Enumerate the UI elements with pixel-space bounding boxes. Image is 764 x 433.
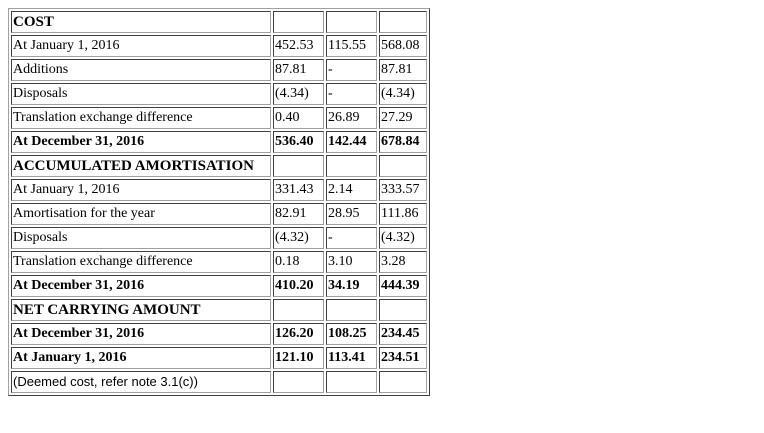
value-cell: (4.34) [273, 83, 324, 105]
table-row [11, 35, 427, 57]
table-body [11, 11, 427, 393]
value-cell: 331.43 [273, 179, 324, 201]
row-label: At January 1, 2016 [11, 35, 271, 57]
value-cell: 27.29 [379, 107, 427, 129]
row-label: Disposals [11, 227, 271, 249]
value-cell: - [326, 227, 377, 249]
value-cell [326, 155, 377, 177]
value-cell: 26.89 [326, 107, 377, 129]
row-label: At January 1, 2016 [11, 347, 271, 369]
value-cell [273, 155, 324, 177]
intangible-assets-table [8, 8, 430, 396]
value-cell: 126.20 [273, 323, 324, 345]
value-cell: 2.14 [326, 179, 377, 201]
table-row [11, 227, 427, 249]
value-cell: - [326, 59, 377, 81]
row-label: Amortisation for the year [11, 203, 271, 225]
section-heading: NET CARRYING AMOUNT [11, 299, 271, 321]
value-cell: (4.34) [379, 83, 427, 105]
row-label: Additions [11, 59, 271, 81]
value-cell: 536.40 [273, 131, 324, 153]
value-cell: 0.18 [273, 251, 324, 273]
section-heading: ACCUMULATED AMORTISATION [11, 155, 271, 177]
table-row [11, 275, 427, 297]
value-cell: 3.10 [326, 251, 377, 273]
table-row [11, 299, 427, 321]
value-cell [273, 299, 324, 321]
table-row [11, 59, 427, 81]
value-cell [273, 11, 324, 33]
value-cell [326, 11, 377, 33]
value-cell: - [326, 83, 377, 105]
value-cell: (4.32) [379, 227, 427, 249]
value-cell [379, 299, 427, 321]
value-cell [273, 371, 324, 393]
value-cell: 234.51 [379, 347, 427, 369]
value-cell: 234.45 [379, 323, 427, 345]
value-cell: 0.40 [273, 107, 324, 129]
value-cell: 87.81 [379, 59, 427, 81]
row-label: At January 1, 2016 [11, 179, 271, 201]
value-cell: 111.86 [379, 203, 427, 225]
row-label: Translation exchange difference [11, 251, 271, 273]
value-cell: 121.10 [273, 347, 324, 369]
table-row [11, 179, 427, 201]
value-cell: 87.81 [273, 59, 324, 81]
value-cell [326, 371, 377, 393]
value-cell: 113.41 [326, 347, 377, 369]
value-cell: 333.57 [379, 179, 427, 201]
value-cell [379, 371, 427, 393]
value-cell: 108.25 [326, 323, 377, 345]
value-cell [379, 11, 427, 33]
value-cell: 444.39 [379, 275, 427, 297]
table-row [11, 83, 427, 105]
value-cell: 410.20 [273, 275, 324, 297]
row-label: At December 31, 2016 [11, 131, 271, 153]
table-row [11, 131, 427, 153]
value-cell: 452.53 [273, 35, 324, 57]
value-cell: 82.91 [273, 203, 324, 225]
financial-table-container [8, 8, 430, 396]
row-label: At December 31, 2016 [11, 323, 271, 345]
row-label: Translation exchange difference [11, 107, 271, 129]
table-row [11, 347, 427, 369]
value-cell: 142.44 [326, 131, 377, 153]
row-label: (Deemed cost, refer note 3.1(c)) [11, 371, 271, 393]
value-cell [326, 299, 377, 321]
value-cell: 34.19 [326, 275, 377, 297]
table-row [11, 107, 427, 129]
table-row [11, 203, 427, 225]
value-cell: (4.32) [273, 227, 324, 249]
value-cell: 115.55 [326, 35, 377, 57]
table-row [11, 323, 427, 345]
row-label: At December 31, 2016 [11, 275, 271, 297]
row-label: Disposals [11, 83, 271, 105]
table-row [11, 11, 427, 33]
table-row [11, 155, 427, 177]
table-row [11, 371, 427, 393]
table-row [11, 251, 427, 273]
value-cell: 28.95 [326, 203, 377, 225]
value-cell [379, 155, 427, 177]
value-cell: 3.28 [379, 251, 427, 273]
value-cell: 678.84 [379, 131, 427, 153]
value-cell: 568.08 [379, 35, 427, 57]
section-heading: COST [11, 11, 271, 33]
